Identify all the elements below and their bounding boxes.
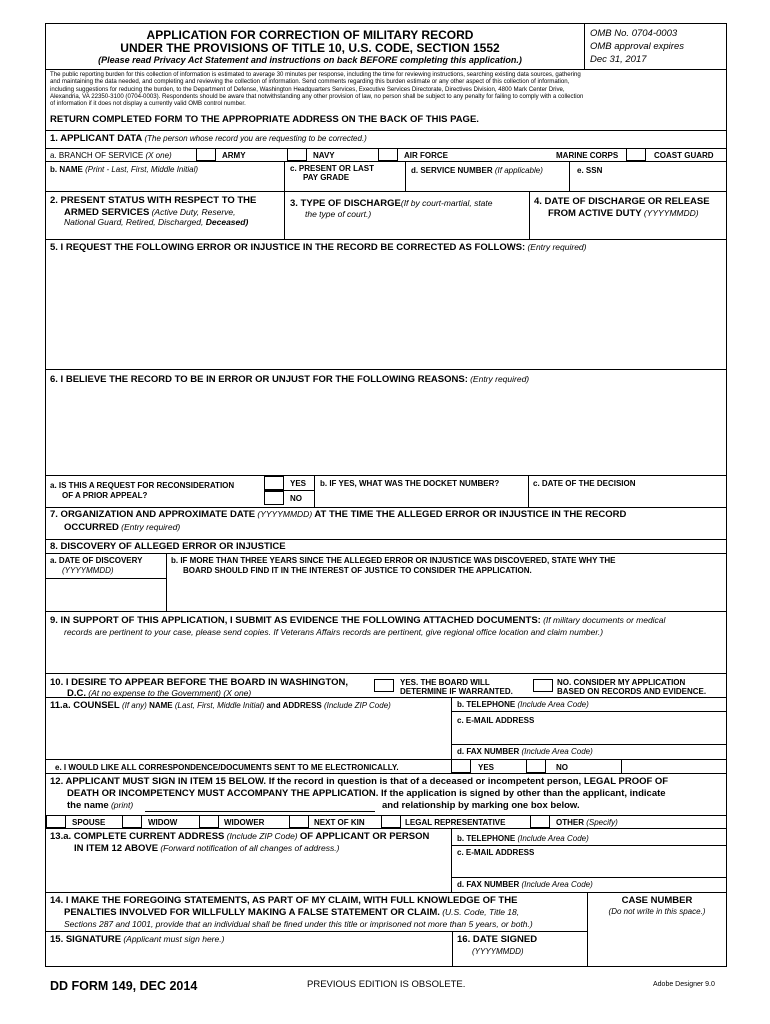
burden-line-5: of information if it does not display a currently valid OMB control number. [50,100,246,108]
legal-representative-label: LEGAL REPRESENTATIVE [405,818,506,827]
rule [45,759,727,760]
form-id: DD FORM 149, DEC 2014 [50,979,198,993]
item8b-line2: BOARD SHOULD FIND IT IN THE INTEREST OF JUSTICE TO CONSIDER THE APPLICATION. [183,566,532,575]
rule [45,673,727,674]
appear-yes-line2: DETERMINE IF WARRANTED. [400,687,513,696]
rule [45,539,727,540]
rule [452,931,453,967]
rule [314,475,315,507]
item4-line1: 4. DATE OF DISCHARGE OR RELEASE [534,196,710,207]
burden-line-3: including suggestions for reducing the burden, to the Department of Defense, Washington Headquarters Services, Executive Services Directorate, Directives Division, 4800 Mark Center Drive, [50,85,565,93]
item1-heading: 1. APPLICANT DATA (The person whose record you are requesting to be corrected.) [50,133,367,144]
counsel-fax-label: d. FAX NUMBER (Include Area Code) [457,747,593,756]
docket-number-label: b. IF YES, WHAT WAS THE DOCKET NUMBER? [320,479,500,488]
item13-line2: IN ITEM 12 ABOVE (Forward notification of all changes of address.) [74,843,340,854]
electronic-yes-label: YES [478,763,495,772]
rule [166,553,167,611]
appear-yes-checkbox[interactable] [374,679,394,692]
item1-top-rule [45,130,727,131]
other-checkbox[interactable] [530,815,550,828]
rule [45,369,727,370]
appear-no-checkbox[interactable] [533,679,553,692]
burden-line-1: The public reporting burden for this collection of information is estimated to average 30 minutes per response, including the time for reviewing instructions, searching existing data sources, gathering [50,71,581,78]
rule [451,711,727,712]
date-signed-format: (YYYYMMDD) [472,947,524,956]
rule [45,697,727,698]
rule [529,191,530,239]
return-notice: RETURN COMPLETED FORM TO THE APPROPRIATE ADDRESS ON THE BACK OF THIS PAGE. [50,114,479,125]
electronic-no-label: NO [556,763,568,772]
name-label: b. NAME (Print - Last, First, Middle Initial) [50,165,199,174]
appear-yes-line1: YES. THE BOARD WILL [400,678,490,687]
rule [528,475,529,507]
marine-corps-label: MARINE CORPS [556,151,619,160]
air-force-checkbox[interactable] [378,148,398,161]
case-number-note: (Do not write in this space.) [608,907,706,916]
item10-line2: D.C. (At no expense to the Government) (X one) [67,688,252,699]
counsel-email-label: c. E-MAIL ADDRESS [457,716,535,725]
item12-line2: DEATH OR INCOMPETENCY MUST ACCOMPANY THE APPLICATION. If the application is signed by other than the applicant, indicate [67,788,666,799]
rule [45,931,587,932]
reconsideration-line2: OF A PRIOR APPEAL? [62,491,148,500]
rule [45,773,727,774]
item7-line1: 7. ORGANIZATION AND APPROXIMATE DATE (YYYYMMDD) AT THE TIME THE ALLEGED ERROR OR INJUSTICE IN THE RECORD [50,509,627,520]
rule [451,828,452,892]
coast-guard-label: COAST GUARD [654,151,714,160]
next-of-kin-checkbox[interactable] [289,815,309,828]
item9-entry-area[interactable] [46,640,726,672]
item4-line2: FROM ACTIVE DUTY (YYYYMMDD) [548,208,699,219]
reconsideration-yes-label: YES [290,479,307,488]
obsolete-notice: PREVIOUS EDITION IS OBSOLETE. [307,979,466,990]
rule [451,877,727,878]
applicant-telephone-label: b. TELEPHONE (Include Area Code) [457,834,589,843]
applicant-fax-label: d. FAX NUMBER (Include Area Code) [457,880,593,889]
pay-grade-label-1: c. PRESENT OR LAST [290,164,375,173]
rule [45,191,727,192]
army-label: ARMY [222,151,246,160]
reconsideration-no-checkbox[interactable] [264,491,284,505]
discovery-date-label: a. DATE OF DISCOVERY [50,556,143,565]
item8-heading: 8. DISCOVERY OF ALLEGED ERROR OR INJUSTICE [50,541,286,552]
spouse-label: SPOUSE [72,818,106,827]
relationship-name-line[interactable] [145,811,375,812]
rule [284,191,285,239]
rule [451,845,727,846]
rule [45,161,727,162]
date-signed-label: 16. DATE SIGNED [457,934,538,945]
reconsideration-yes-checkbox[interactable] [264,476,284,490]
form-title-line1: APPLICATION FOR CORRECTION OF MILITARY RECORD [146,28,474,42]
rule [569,161,570,191]
widow-label: WIDOW [148,818,178,827]
electronic-yes-checkbox[interactable] [451,759,471,773]
item12-line3b: and relationship by marking one box below. [382,800,580,811]
service-number-label: d. SERVICE NUMBER (If applicable) [411,166,543,175]
item12-line3: the name (print) [67,800,134,811]
army-checkbox[interactable] [196,148,216,161]
electronic-correspondence-label: e. I WOULD LIKE ALL CORRESPONDENCE/DOCUMENTS SENT TO ME ELECTRONICALLY. [55,763,399,772]
pay-grade-label-2: PAY GRADE [303,173,350,182]
rule [451,744,727,745]
burden-statement [50,71,722,107]
item3-line1: 3. TYPE OF DISCHARGE(If by court-martial, state [290,198,493,209]
rule [621,759,622,773]
counsel-telephone-label: b. TELEPHONE (Include Area Code) [457,700,589,709]
item13-line1: 13.a. COMPLETE CURRENT ADDRESS (Include ZIP Code) OF APPLICANT OR PERSON [50,831,430,842]
applicant-email-label: c. E-MAIL ADDRESS [457,848,535,857]
marine-corps-checkbox[interactable] [626,148,646,161]
item5-entry-area[interactable] [46,256,726,368]
rule [45,239,727,240]
item10-line1: 10. I DESIRE TO APPEAR BEFORE THE BOARD IN WASHINGTON, [50,677,349,688]
widower-checkbox[interactable] [199,815,219,828]
item9-line1: 9. IN SUPPORT OF THIS APPLICATION, I SUBMIT AS EVIDENCE THE FOLLOWING ATTACHED DOCUMENTS: (If military documents or medical [50,615,666,626]
decision-date-label: c. DATE OF THE DECISION [533,479,636,488]
air-force-label: AIR FORCE [404,151,448,160]
rule [284,161,285,191]
discovery-date-format: (YYYYMMDD) [62,566,114,575]
rule [45,553,727,554]
item2-line1: 2. PRESENT STATUS WITH RESPECT TO THE [50,195,257,206]
item12-line1: 12. APPLICANT MUST SIGN IN ITEM 15 BELOW. If the record in question is that of a deceased or incompetent person, LEGAL PROOF OF [50,776,669,787]
form-title-line3: (Please read Privacy Act Statement and instructions on back BEFORE completing this application.) [98,55,522,65]
item9-line2: records are pertinent to your case, please send copies. If Veterans Affairs records are pertinent, give regional office location and claim number.) [64,627,604,637]
electronic-no-checkbox[interactable] [526,759,546,773]
next-of-kin-label: NEXT OF KIN [314,818,365,827]
rule [45,578,167,579]
branch-label: a. BRANCH OF SERVICE (X one) [50,151,172,160]
item6-entry-area[interactable] [46,388,726,473]
legal-representative-checkbox[interactable] [381,815,401,828]
item2-line3: National Guard, Retired, Discharged, Deceased) [64,217,249,227]
item3-line2: the type of court.) [305,209,372,219]
header-bottom-rule [45,69,727,70]
navy-label: NAVY [313,151,335,160]
reconsideration-line1: a. IS THIS A REQUEST FOR RECONSIDERATION [50,481,235,490]
rule [45,507,727,508]
item14-line1: 14. I MAKE THE FOREGOING STATEMENTS, AS PART OF MY CLAIM, WITH FULL KNOWLEDGE OF THE [50,895,518,906]
appear-no-line2: BASED ON RECORDS AND EVIDENCE. [557,687,707,696]
omb-date: Dec 31, 2017 [590,54,647,65]
omb-number: OMB No. 0704-0003 [590,28,678,39]
rule [45,611,727,612]
appear-no-line1: NO. CONSIDER MY APPLICATION [557,678,686,687]
item14-line2: PENALTIES INVOLVED FOR WILLFULLY MAKING A FALSE STATEMENT OR CLAIM. (U.S. Code, Title 18, [64,907,520,918]
rule [451,697,452,759]
form-title-line2: UNDER THE PROVISIONS OF TITLE 10, U.S. CODE, SECTION 1552 [120,41,500,55]
omb-divider [584,23,585,69]
item2-line2: ARMED SERVICES (Active Duty, Reserve, [64,207,236,218]
designer-note: Adobe Designer 9.0 [653,981,715,988]
case-number-label: CASE NUMBER [621,895,693,906]
rule [405,161,406,191]
rule [45,828,727,829]
navy-checkbox[interactable] [287,148,307,161]
widower-label: WIDOWER [224,818,265,827]
signature-label: 15. SIGNATURE (Applicant must sign here.) [50,934,225,945]
rule [45,892,727,893]
spouse-checkbox[interactable] [46,815,66,828]
ssn-label: e. SSN [577,166,603,175]
signature-field[interactable] [46,946,451,966]
item6-label: 6. I BELIEVE THE RECORD TO BE IN ERROR OR UNJUST FOR THE FOLLOWING REASONS: (Entry required) [50,374,530,385]
burden-line-2: and maintaining the data needed, and completing and reviewing the collection of information. Send comments regarding this burden estimate or any other aspect of this collection of information, [50,78,570,86]
burden-line-4: Alexandria, VA 22350-3100 (0704-0003). Respondents should be aware that notwithstanding any other provision of law, no person shall be subject to any penalty for failing to comply with a collection [50,92,584,100]
item14-line3: Sections 287 and 1001, provide that an individual shall be fined under this title or imprisoned not more than 5 years, or both.) [64,919,533,929]
other-label: OTHER (Specify) [556,818,618,827]
omb-approval: OMB approval expires [590,41,684,52]
item5-label: 5. I REQUEST THE FOLLOWING ERROR OR INJUSTICE IN THE RECORD BE CORRECTED AS FOLLOWS: (Entry required) [50,242,587,253]
counsel-label: 11.a. COUNSEL (If any) NAME (Last, First, Middle Initial) and ADDRESS (Include ZIP Code) [50,700,391,711]
item7-line2: OCCURRED (Entry required) [64,522,181,533]
reconsideration-no-label: NO [290,494,302,503]
item8b-line1: b. IF MORE THAN THREE YEARS SINCE THE ALLEGED ERROR OR INJUSTICE WAS DISCOVERED, STATE WHY THE [171,556,616,565]
widow-checkbox[interactable] [122,815,142,828]
rule [45,475,727,476]
